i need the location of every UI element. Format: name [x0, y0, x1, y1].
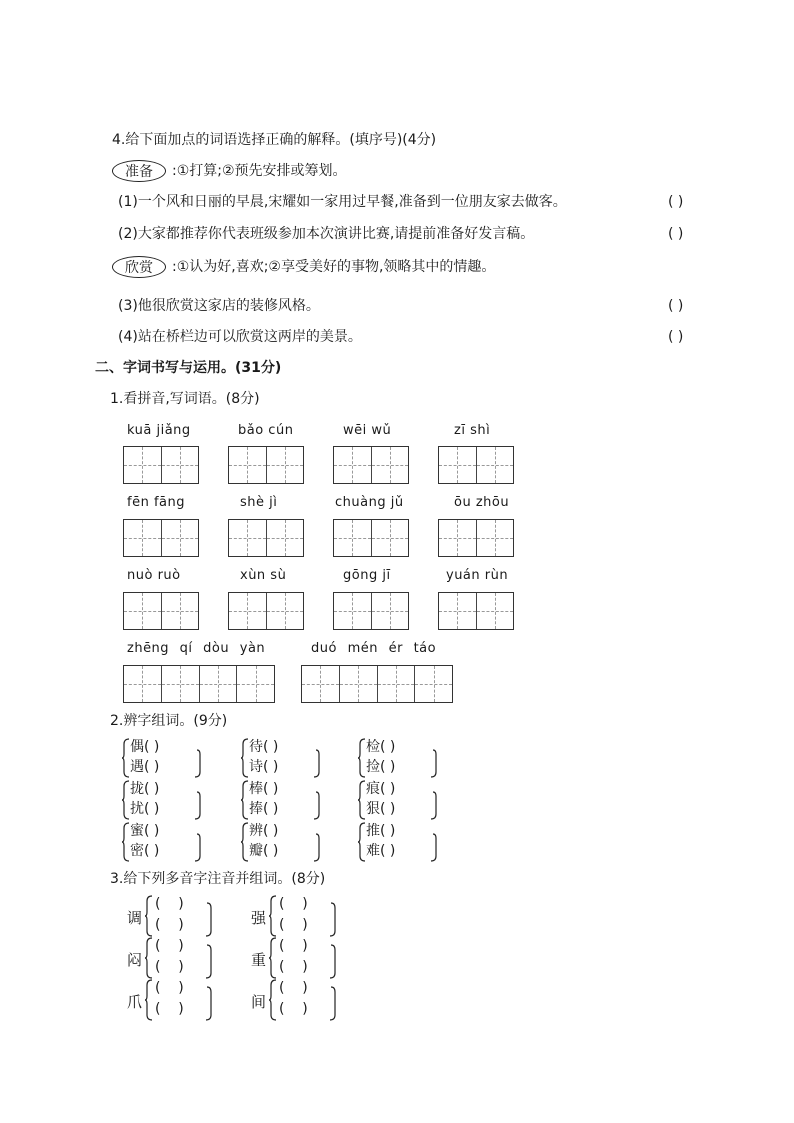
polyphonic-group [251, 937, 351, 981]
writing-grid[interactable] [228, 446, 304, 484]
polyphonic-group [127, 895, 227, 939]
polyphonic-blank[interactable]: ( ) [155, 980, 184, 996]
polyphonic-blank[interactable]: ( ) [279, 938, 308, 954]
answer-blank[interactable]: ( ) [668, 298, 684, 314]
pinyin-label: zī shì [454, 423, 491, 438]
char-pair-group [358, 780, 448, 820]
char-pair-row[interactable]: 扰( ) [130, 801, 160, 817]
char-pair-group [241, 738, 331, 778]
writing-grid[interactable] [333, 446, 409, 484]
char-pair-row[interactable]: 狠( ) [366, 801, 396, 817]
polyphonic-blank[interactable]: ( ) [155, 938, 184, 954]
char-pair-row[interactable]: 密( ) [130, 843, 160, 859]
pinyin-label: chuàng jǔ [335, 495, 404, 510]
char-pair-group [122, 738, 212, 778]
char-pair-group [358, 738, 448, 778]
q4-item-4: (4)站在桥栏边可以欣赏这两岸的美景。 [118, 329, 362, 345]
char-pair-row[interactable]: 难( ) [366, 843, 396, 859]
section-2-title: 二、字词书写与运用。(31分) [95, 360, 282, 376]
char-pair-group [241, 822, 331, 862]
polyphonic-blank[interactable]: ( ) [155, 1001, 184, 1017]
polyphonic-blank[interactable]: ( ) [279, 917, 308, 933]
pinyin-label: shè jì [240, 495, 278, 510]
polyphonic-blank[interactable]: ( ) [279, 1001, 308, 1017]
pinyin-label: ōu zhōu [454, 495, 510, 510]
keyword-oval-2: 欣赏 [112, 256, 166, 278]
writing-grid[interactable] [438, 446, 514, 484]
char-pair-group [241, 780, 331, 820]
char-pair-row[interactable]: 遇( ) [130, 759, 160, 775]
polyphonic-char: 重 [251, 951, 267, 969]
definition-1: :①打算;②预先安排或筹划。 [172, 163, 347, 179]
writing-grid[interactable] [123, 446, 199, 484]
char-pair-row[interactable]: 棒( ) [249, 781, 279, 797]
pinyin-label: wēi wǔ [343, 423, 392, 438]
q4-item-3: (3)他很欣赏这家店的装修风格。 [118, 298, 320, 314]
polyphonic-char: 间 [251, 993, 267, 1011]
pinyin-label: xùn sù [240, 568, 287, 583]
polyphonic-char: 爪 [127, 993, 143, 1011]
q1-title: 1.看拼音,写词语。(8分) [110, 391, 260, 407]
polyphonic-blank[interactable]: ( ) [155, 896, 184, 912]
keyword-oval-1: 准备 [112, 160, 166, 182]
char-pair-row[interactable]: 推( ) [366, 823, 396, 839]
pinyin-label: duó mén ér táo [311, 641, 437, 656]
polyphonic-group [251, 979, 351, 1023]
char-pair-row[interactable]: 拢( ) [130, 781, 160, 797]
char-pair-group [122, 822, 212, 862]
polyphonic-blank[interactable]: ( ) [279, 959, 308, 975]
writing-grid[interactable] [438, 519, 514, 557]
polyphonic-blank[interactable]: ( ) [279, 896, 308, 912]
char-pair-row[interactable]: 辨( ) [249, 823, 279, 839]
char-pair-row[interactable]: 瓣( ) [249, 843, 279, 859]
pinyin-label: kuā jiǎng [127, 423, 191, 438]
char-pair-row[interactable]: 诗( ) [249, 759, 279, 775]
answer-blank[interactable]: ( ) [668, 226, 684, 242]
char-pair-group [358, 822, 448, 862]
writing-grid[interactable] [438, 592, 514, 630]
pinyin-label: bǎo cún [238, 423, 294, 438]
char-pair-group [122, 780, 212, 820]
polyphonic-blank[interactable]: ( ) [155, 917, 184, 933]
q3-title: 3.给下列多音字注音并组词。(8分) [110, 871, 326, 887]
char-pair-row[interactable]: 偶( ) [130, 739, 160, 755]
definition-2: :①认为好,喜欢;②享受美好的事物,领略其中的情趣。 [172, 259, 496, 275]
answer-blank[interactable]: ( ) [668, 194, 684, 210]
writing-grid-long[interactable] [123, 665, 275, 703]
polyphonic-blank[interactable]: ( ) [155, 959, 184, 975]
writing-grid[interactable] [228, 592, 304, 630]
q2-title: 2.辨字组词。(9分) [110, 713, 228, 729]
char-pair-row[interactable]: 待( ) [249, 739, 279, 755]
polyphonic-blank[interactable]: ( ) [279, 980, 308, 996]
char-pair-row[interactable]: 检( ) [366, 739, 396, 755]
writing-grid[interactable] [228, 519, 304, 557]
polyphonic-char: 调 [127, 909, 143, 927]
polyphonic-group [127, 937, 227, 981]
writing-grid[interactable] [123, 519, 199, 557]
q4-item-2: (2)大家都推荐你代表班级参加本次演讲比赛,请提前准备好发言稿。 [118, 226, 535, 242]
char-pair-row[interactable]: 捧( ) [249, 801, 279, 817]
writing-grid-long[interactable] [301, 665, 453, 703]
question-4-title: 4.给下面加点的词语选择正确的解释。(填序号)(4分) [112, 132, 437, 148]
writing-grid[interactable] [333, 519, 409, 557]
char-pair-row[interactable]: 捡( ) [366, 759, 396, 775]
char-pair-row[interactable]: 蜜( ) [130, 823, 160, 839]
polyphonic-char: 闷 [127, 951, 143, 969]
writing-grid[interactable] [333, 592, 409, 630]
polyphonic-char: 强 [251, 909, 267, 927]
polyphonic-group [127, 979, 227, 1023]
polyphonic-group [251, 895, 351, 939]
pinyin-label: nuò ruò [127, 568, 181, 583]
char-pair-row[interactable]: 痕( ) [366, 781, 396, 797]
q4-item-1: (1)一个风和日丽的早晨,宋耀如一家用过早餐,准备到一位朋友家去做客。 [118, 194, 567, 210]
pinyin-label: yuán rùn [446, 568, 509, 583]
writing-grid[interactable] [123, 592, 199, 630]
answer-blank[interactable]: ( ) [668, 329, 684, 345]
pinyin-label: fēn fāng [127, 495, 185, 510]
pinyin-label: gōng jī [343, 568, 391, 583]
pinyin-label: zhēng qí dòu yàn [127, 641, 266, 656]
